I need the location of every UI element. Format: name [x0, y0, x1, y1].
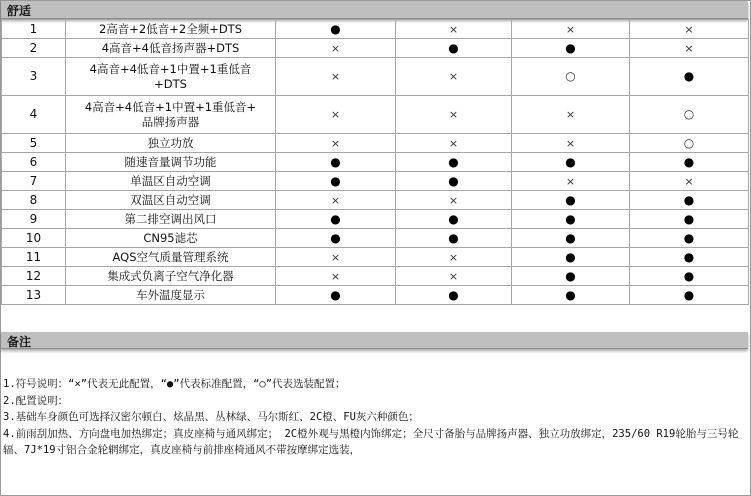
section-header-notes [1, 332, 748, 349]
trim-cell [396, 172, 512, 191]
row-number: 11 [2, 248, 66, 267]
trim-cell [512, 153, 630, 172]
feature-name-line: +DTS [154, 76, 187, 91]
none-mark: × [684, 174, 694, 188]
trim-cell [512, 248, 630, 267]
trim-cell [396, 229, 512, 248]
trim-cell [630, 210, 749, 229]
feature-name-line: 双温区自动空调 [130, 192, 211, 207]
standard-mark: ● [565, 192, 576, 207]
standard-mark: ● [683, 154, 695, 169]
none-mark: × [330, 250, 341, 264]
trim-cell [276, 134, 396, 153]
feature-name-line: 单温区自动空调 [130, 173, 211, 188]
none-mark: × [330, 269, 341, 283]
table-row [2, 96, 749, 134]
table-row [2, 39, 749, 58]
none-mark: × [448, 70, 459, 83]
feature-name [66, 58, 276, 96]
feature-name-line: 4高音+4低音扬声器+DTS [101, 40, 240, 55]
standard-mark: ● [330, 21, 341, 36]
standard-mark: ● [448, 211, 459, 226]
feature-name-line: 4高音+4低音+1中置+1重低音+ [84, 99, 257, 114]
trim-cell [512, 229, 630, 248]
row-number: 1 [2, 20, 66, 39]
none-mark: × [684, 22, 694, 36]
trim-cell [276, 248, 396, 267]
trim-cell [396, 58, 512, 96]
standard-mark: ● [683, 287, 695, 302]
trim-cell [512, 39, 630, 58]
table-row [2, 172, 749, 191]
standard-mark: ● [565, 230, 576, 245]
table-row [2, 58, 749, 96]
trim-cell [630, 248, 749, 267]
feature-name [66, 267, 276, 286]
trim-cell [512, 20, 630, 39]
config-table [1, 19, 749, 305]
trim-cell [512, 210, 630, 229]
optional-mark: ○ [683, 135, 695, 150]
standard-mark: ● [448, 173, 459, 188]
row-number: 2 [2, 39, 66, 58]
standard-mark: ● [330, 154, 341, 169]
table-row [2, 210, 749, 229]
table-row [2, 286, 749, 305]
trim-cell [630, 172, 749, 191]
trim-cell [512, 267, 630, 286]
table-row [2, 229, 749, 248]
none-mark: × [330, 193, 341, 207]
none-mark: × [565, 22, 576, 36]
feature-name [66, 153, 276, 172]
notes-block [3, 376, 747, 459]
none-mark: × [448, 269, 459, 283]
trim-cell [512, 191, 630, 210]
trim-cell [276, 58, 396, 96]
trim-cell [276, 20, 396, 39]
standard-mark: ● [448, 40, 459, 55]
none-mark: × [565, 136, 576, 150]
feature-name [66, 134, 276, 153]
trim-cell [512, 172, 630, 191]
trim-cell [630, 39, 749, 58]
feature-name [66, 191, 276, 210]
row-number: 3 [2, 58, 66, 96]
feature-name-line: 品牌扬声器 [141, 114, 200, 129]
trim-cell [276, 153, 396, 172]
trim-cell [630, 153, 749, 172]
feature-name [66, 229, 276, 248]
feature-name-line: 随速音量调节功能 [124, 154, 217, 169]
row-number: 6 [2, 153, 66, 172]
table-row [2, 267, 749, 286]
table-row [2, 20, 749, 39]
row-number: 9 [2, 210, 66, 229]
trim-cell [276, 267, 396, 286]
feature-name [66, 248, 276, 267]
trim-cell [396, 20, 512, 39]
note-line: 1.符号说明：“×”代表无此配置，“●”代表标准配置，“○”代表选装配置； [3, 378, 346, 390]
trim-cell [630, 229, 749, 248]
trim-cell [396, 191, 512, 210]
section-title-notes: 备注 [7, 335, 32, 349]
standard-mark: ● [683, 211, 695, 226]
standard-mark: ● [330, 287, 341, 302]
trim-cell [630, 20, 749, 39]
feature-name-line: 2高音+2低音+2全频+DTS [98, 21, 243, 36]
trim-cell [396, 39, 512, 58]
standard-mark: ● [683, 192, 695, 207]
trim-cell [630, 191, 749, 210]
none-mark: × [565, 174, 576, 188]
trim-cell [512, 58, 630, 96]
standard-mark: ● [565, 211, 576, 226]
row-number: 7 [2, 172, 66, 191]
trim-cell [276, 191, 396, 210]
trim-cell [276, 96, 396, 134]
standard-mark: ● [565, 154, 576, 169]
trim-cell [276, 39, 396, 58]
standard-mark: ● [565, 268, 576, 283]
standard-mark: ● [330, 173, 341, 188]
row-number: 8 [2, 191, 66, 210]
optional-mark: ○ [565, 69, 576, 83]
feature-name-line: 第二排空调出风口 [124, 211, 217, 226]
standard-mark: ● [330, 211, 341, 226]
trim-cell [512, 286, 630, 305]
none-mark: × [565, 108, 576, 121]
trim-cell [396, 248, 512, 267]
table-row [2, 191, 749, 210]
table-row [2, 134, 749, 153]
feature-name-line: AQS空气质量管理系统 [112, 249, 229, 264]
optional-mark: ○ [683, 107, 695, 121]
row-number: 10 [2, 229, 66, 248]
trim-cell [396, 267, 512, 286]
standard-mark: ● [565, 40, 576, 55]
none-mark: × [448, 136, 459, 150]
section-title-comfort: 舒适 [7, 4, 32, 18]
feature-name [66, 286, 276, 305]
row-number: 12 [2, 267, 66, 286]
standard-mark: ● [330, 230, 341, 245]
feature-name [66, 20, 276, 39]
trim-cell [630, 286, 749, 305]
feature-name-line: 集成式负离子空气净化器 [107, 268, 234, 283]
none-mark: × [448, 22, 459, 36]
config-table-body [2, 20, 749, 305]
feature-name-line: 车外温度显示 [136, 287, 205, 302]
table-row [2, 248, 749, 267]
trim-cell [630, 58, 749, 96]
feature-name [66, 39, 276, 58]
trim-cell [276, 229, 396, 248]
feature-name-line: CN95滤芯 [143, 230, 198, 245]
trim-cell [512, 96, 630, 134]
none-mark: × [330, 70, 341, 83]
feature-name [66, 96, 276, 134]
none-mark: × [448, 250, 459, 264]
standard-mark: ● [683, 69, 695, 83]
row-number: 5 [2, 134, 66, 153]
trim-cell [276, 172, 396, 191]
trim-cell [276, 286, 396, 305]
row-number: 4 [2, 96, 66, 134]
feature-name-line: 4高音+4低音+1中置+1重低音 [89, 61, 252, 76]
none-mark: × [448, 108, 459, 121]
standard-mark: ● [448, 154, 459, 169]
trim-cell [396, 210, 512, 229]
feature-name-line: 独立功放 [147, 135, 194, 150]
feature-name [66, 172, 276, 191]
table-row [2, 153, 749, 172]
trim-cell [630, 96, 749, 134]
section-header-comfort [1, 1, 748, 19]
none-mark: × [684, 41, 694, 55]
standard-mark: ● [565, 249, 576, 264]
standard-mark: ● [565, 287, 576, 302]
trim-cell [512, 134, 630, 153]
trim-cell [396, 134, 512, 153]
trim-cell [630, 267, 749, 286]
trim-cell [396, 286, 512, 305]
trim-cell [630, 134, 749, 153]
none-mark: × [330, 41, 341, 55]
note-line: 4.前雨刮加热、方向盘电加热绑定；真皮座椅与通风绑定； 2C橙外观与黑橙内饰绑定；全尺寸备胎与品牌扬声器、独立功放绑定，235/60 R19轮胎与三号轮辐、7J*19寸铝合金轮辋绑定，真皮座椅与前排座椅通风不带按摩绑定选装， [3, 427, 739, 456]
trim-cell [396, 153, 512, 172]
note-line: 3.基础车身颜色可选择汉密尔顿白、炫晶黑、丛林绿、马尔斯红、2C橙、FU灰六种颜色； [3, 411, 419, 423]
note-line: 2.配置说明： [3, 394, 69, 407]
standard-mark: ● [448, 287, 459, 302]
none-mark: × [448, 193, 459, 207]
none-mark: × [330, 136, 341, 150]
feature-name [66, 210, 276, 229]
row-number: 13 [2, 286, 66, 305]
standard-mark: ● [683, 249, 695, 264]
none-mark: × [330, 108, 341, 121]
standard-mark: ● [683, 268, 695, 283]
standard-mark: ● [683, 230, 695, 245]
standard-mark: ● [448, 230, 459, 245]
trim-cell [396, 96, 512, 134]
trim-cell [276, 210, 396, 229]
